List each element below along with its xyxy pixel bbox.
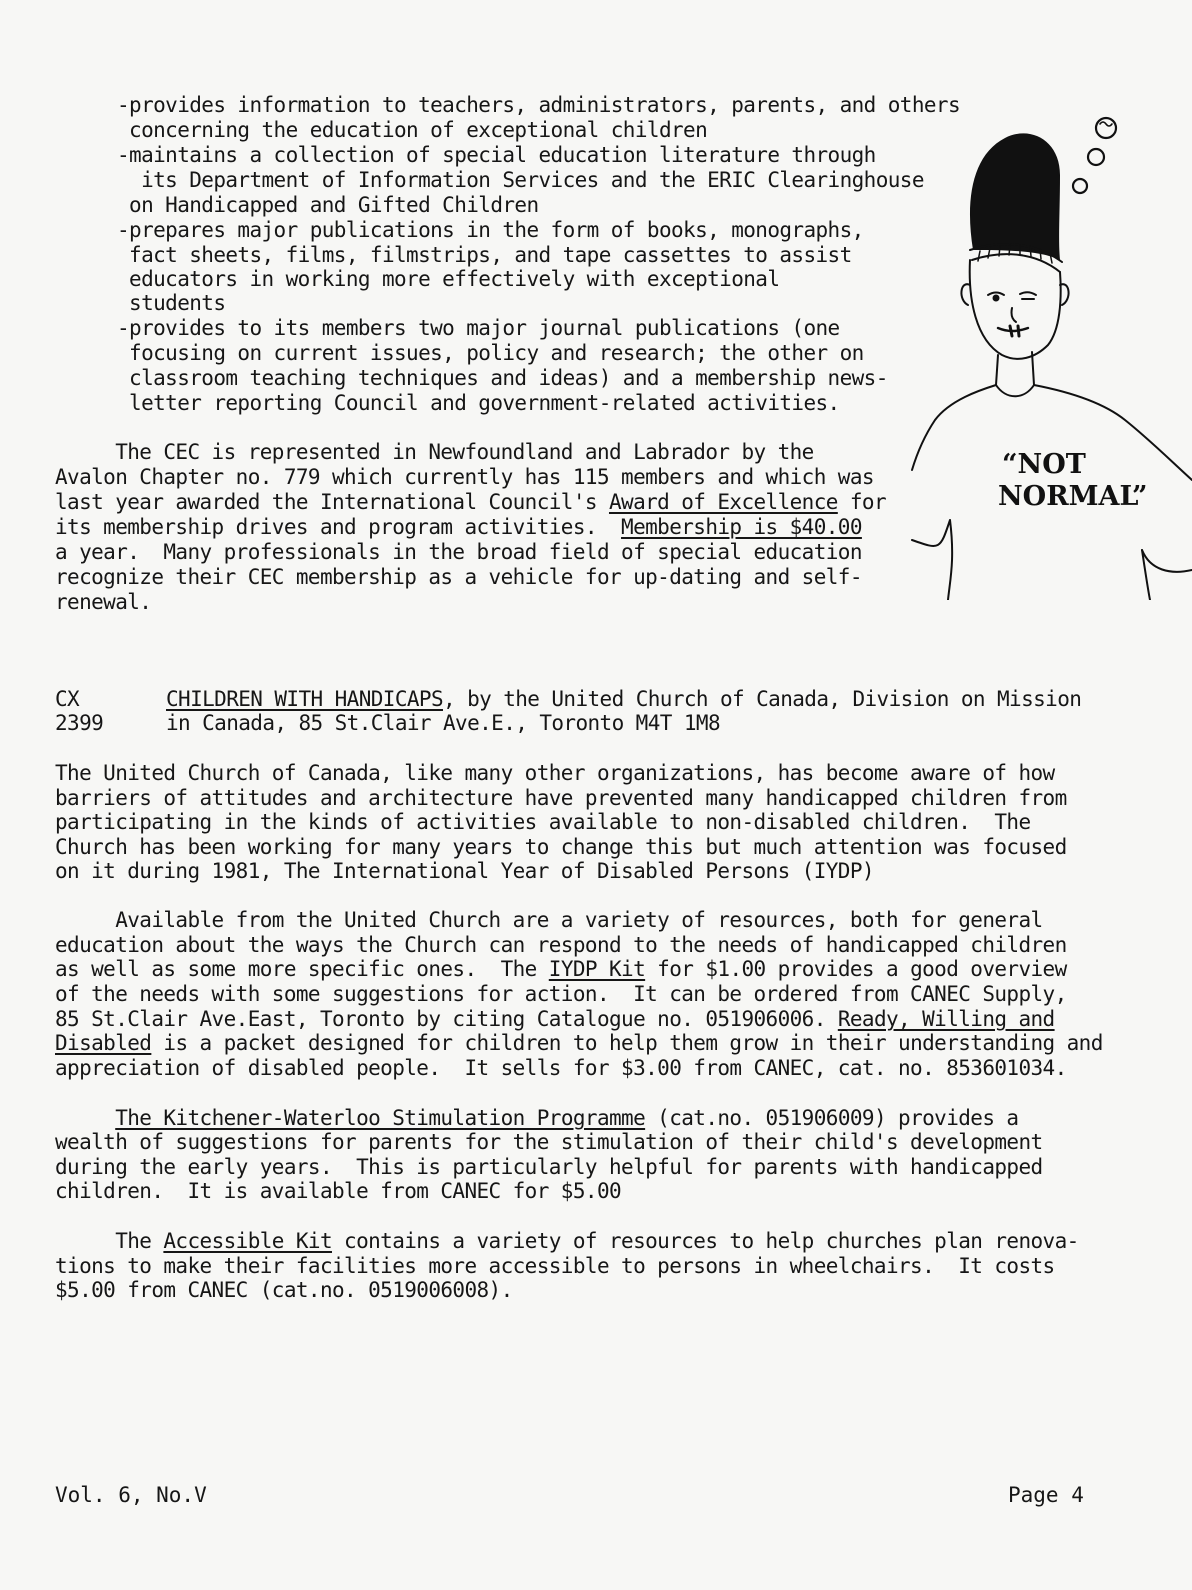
text-run: (cat.no. 051906009) provides a [645,1106,1019,1130]
paragraph-line: appreciation of disabled people. It sells for $3.00 from CANEC, cat. no. 853601034. [55,1056,1067,1080]
text-run: is a packet designed for children to help them grow in their understanding and [151,1031,1103,1055]
text-run: its membership drives and program activities. [55,515,622,539]
paragraph-line: recognize their CEC membership as a vehicle for up-dating and self- [55,565,862,589]
list-item-line: -prepares major publications in the form of books, monographs, [117,218,864,242]
list-item-line: letter reporting Council and government-related activities. [117,391,840,415]
list-item-line: fact sheets, films, filmstrips, and tape cassettes to assist [117,243,852,267]
paragraph-line [55,957,1067,982]
paragraph-line: $5.00 from CANEC (cat.no. 0519006008). [55,1278,513,1302]
entry-code-number: 2399 [55,711,104,735]
paragraph-line: renewal. [55,590,152,614]
paragraph-line: education about the ways the Church can respond to the needs of handicapped children [55,933,1067,957]
iydp-kit-text: IYDP Kit [548,957,646,981]
paragraph-line [55,1229,1079,1254]
list-item-line: classroom teaching techniques and ideas) and a membership news- [117,366,888,390]
page-number: Page 4 [1008,1483,1084,1507]
accessible-kit-text: Accessible Kit [163,1229,332,1253]
text-run [55,1106,115,1130]
thought-bubble-icon [1088,149,1104,165]
paragraph-line: children. It is available from CANEC for $5.00 [55,1179,622,1203]
bubble-symbol-icon [1100,122,1112,126]
paragraph-line: a year. Many professionals in the broad field of special education [55,540,862,564]
list-item-line: students [117,291,226,315]
stimulation-programme-text: The Kitchener-Waterloo Stimulation Programme [115,1106,646,1130]
list-item-line: -provides information to teachers, administrators, parents, and others [117,93,961,117]
shirt-slogan-line: “NOT [1002,449,1086,480]
paragraph-line [55,1031,1103,1056]
paragraph-line [55,1007,1055,1032]
paragraph-line [55,515,862,540]
text-run: 85 St.Clair Ave.East, Toronto by citing Catalogue no. 051906006. [55,1007,838,1031]
paragraph-line: The United Church of Canada, like many other organizations, has become aware of how [55,761,1055,785]
boy-with-thought-bubbles-illustration [910,100,1192,600]
text-run: as well as some more specific ones. The [55,957,549,981]
membership-fee-text: Membership is $40.00 [621,515,862,539]
list-item-line: focusing on current issues, policy and research; the other on [117,341,864,365]
volume-number: Vol. 6, No.V [55,1483,207,1507]
text-run: last year awarded the International Council's [55,490,609,514]
paragraph-line [55,1106,1018,1131]
paragraph-line: during the early years. This is particularly helpful for parents with handicapped [55,1155,1043,1179]
paragraph-line [55,490,886,515]
thought-bubble-icon [1073,179,1087,193]
thought-bubble-icon [1096,118,1116,138]
entry-citation: in Canada, 85 St.Clair Ave.E., Toronto M4T 1M8 [166,711,720,735]
paragraph-line: barriers of attitudes and architecture have prevented many handicapped children from [55,786,1067,810]
paragraph-line: Church has been working for many years to change this but much attention was focused [55,835,1067,859]
text-run: The [55,1229,164,1253]
paragraph-line: participating in the kinds of activities available to non-disabled children. The [55,810,1031,834]
paragraph-line: of the needs with some suggestions for action. It can be ordered from CANEC Supply, [55,982,1067,1006]
entry-title: CHILDREN WITH HANDICAPS [166,687,443,711]
list-item-line: its Department of Information Services and the ERIC Clearinghouse [117,168,924,192]
list-item-line: -maintains a collection of special education literature through [117,143,876,167]
shirt-slogan-line: NORMAL” [998,481,1148,512]
list-item-line: -provides to its members two major journal publications (one [117,316,840,340]
text-run: for [837,490,886,514]
ready-willing-disabled-text: Disabled [55,1031,152,1055]
text-run: for $1.00 provides a good overview [645,957,1067,981]
entry-code: CX [55,687,80,711]
award-of-excellence-text: Award of Excellence [608,490,838,514]
text-run: contains a variety of resources to help churches plan renova- [332,1229,1079,1253]
text-run: , by the United Church of Canada, Division on Mission [443,687,1082,711]
paragraph-line: tions to make their facilities more accessible to persons in wheelchairs. It costs [55,1254,1055,1278]
paragraph-line: Available from the United Church are a variety of resources, both for general [55,908,1043,932]
list-item-line: educators in working more effectively with exceptional [117,267,780,291]
list-item-line: concerning the education of exceptional children [117,118,708,142]
ready-willing-disabled-text: Ready, Willing and [837,1007,1055,1031]
entry-citation [166,687,1081,712]
paragraph-line: on it during 1981, The International Year of Disabled Persons (IYDP) [55,859,874,883]
hair-icon [970,133,1060,260]
paragraph-line: wealth of suggestions for parents for the stimulation of their child's development [55,1130,1043,1154]
list-item-line: on Handicapped and Gifted Children [117,193,539,217]
paragraph-line: Avalon Chapter no. 779 which currently has 115 members and which was [55,465,874,489]
paragraph-line: The CEC is represented in Newfoundland and Labrador by the [55,440,814,464]
